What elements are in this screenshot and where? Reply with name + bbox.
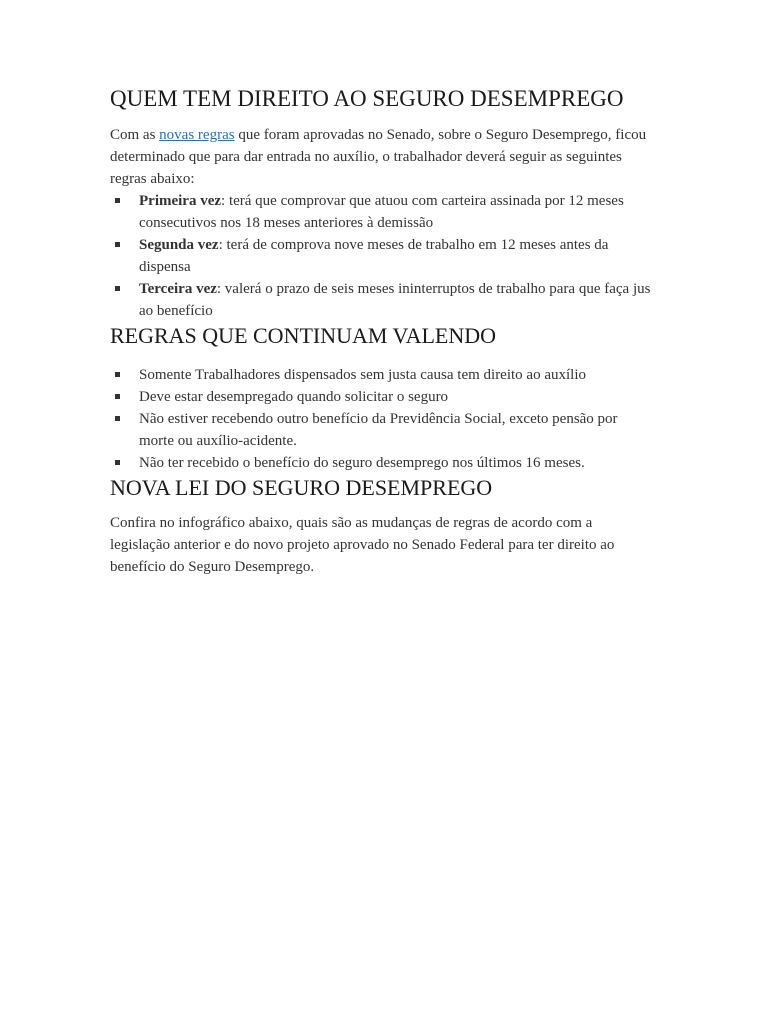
- section-title-rules-still-valid: REGRAS QUE CONTINUAM VALENDO: [110, 323, 497, 348]
- list-item: [110, 452, 655, 474]
- intro-text-after: que foram aprovadas no Senado, sobre o Seguro Desemprego, ficou determinado que para dar entrada no auxílio, o trabalhador deverá seguir as seguintes regras abaixo:: [110, 127, 647, 187]
- square-bullet-icon: [115, 286, 120, 291]
- list-item-text: Somente Trabalhadores dispensados sem justa causa tem direito ao auxílio: [139, 367, 586, 383]
- novas-regras-link[interactable]: novas regras: [159, 127, 235, 143]
- list-item-text: Não ter recebido o benefício do seguro desemprego nos últimos 16 meses.: [139, 455, 585, 471]
- section-new-law: [110, 474, 655, 578]
- list-item-terceira-vez: [110, 278, 655, 322]
- new-law-paragraph: Confira no infográfico abaixo, quais são as mudanças de regras de acordo com a legislação anterior e do novo projeto aprovado no Senado Federal para ter direito ao benefício do Seguro Desemprego.: [110, 515, 615, 575]
- intro-text-before: Com as: [110, 127, 160, 143]
- square-bullet-icon: [115, 372, 120, 377]
- square-bullet-icon: [115, 460, 120, 465]
- section-title-new-law: NOVA LEI DO SEGURO DESEMPREGO: [110, 475, 493, 500]
- section-who-has-right: [110, 84, 655, 322]
- list-item: [110, 364, 655, 386]
- square-bullet-icon: [115, 198, 120, 203]
- rule-text: : terá que comprovar que atuou com carteira assinada por 12 meses consecutivos nos 18 meses anteriores à demissão: [139, 193, 624, 231]
- request-rules-list: [110, 190, 655, 322]
- intro-paragraph: [110, 124, 655, 190]
- rule-text: : terá de comprova nove meses de trabalho em 12 meses antes da dispensa: [139, 237, 609, 275]
- list-item-text: Não estiver recebendo outro benefício da Previdência Social, exceto pensão por morte ou auxílio-acidente.: [139, 411, 618, 449]
- document-page: [110, 84, 655, 578]
- square-bullet-icon: [115, 416, 120, 421]
- list-item: [110, 386, 655, 408]
- rule-term: Segunda vez: [139, 237, 219, 253]
- rule-term: Terceira vez: [139, 281, 217, 297]
- square-bullet-icon: [115, 242, 120, 247]
- list-item-segunda-vez: [110, 234, 655, 278]
- section-title-who-has-right: QUEM TEM DIREITO AO SEGURO DESEMPREGO: [110, 86, 624, 111]
- square-bullet-icon: [115, 394, 120, 399]
- list-item-text: Deve estar desempregado quando solicitar o seguro: [139, 389, 449, 405]
- continuing-rules-list: [110, 364, 655, 474]
- list-item-primeira-vez: [110, 190, 655, 234]
- section-rules-still-valid: [110, 322, 655, 474]
- list-item: [110, 408, 655, 452]
- rule-text: : valerá o prazo de seis meses ininterruptos de trabalho para que faça jus ao benefício: [139, 281, 651, 319]
- rule-term: Primeira vez: [139, 193, 222, 209]
